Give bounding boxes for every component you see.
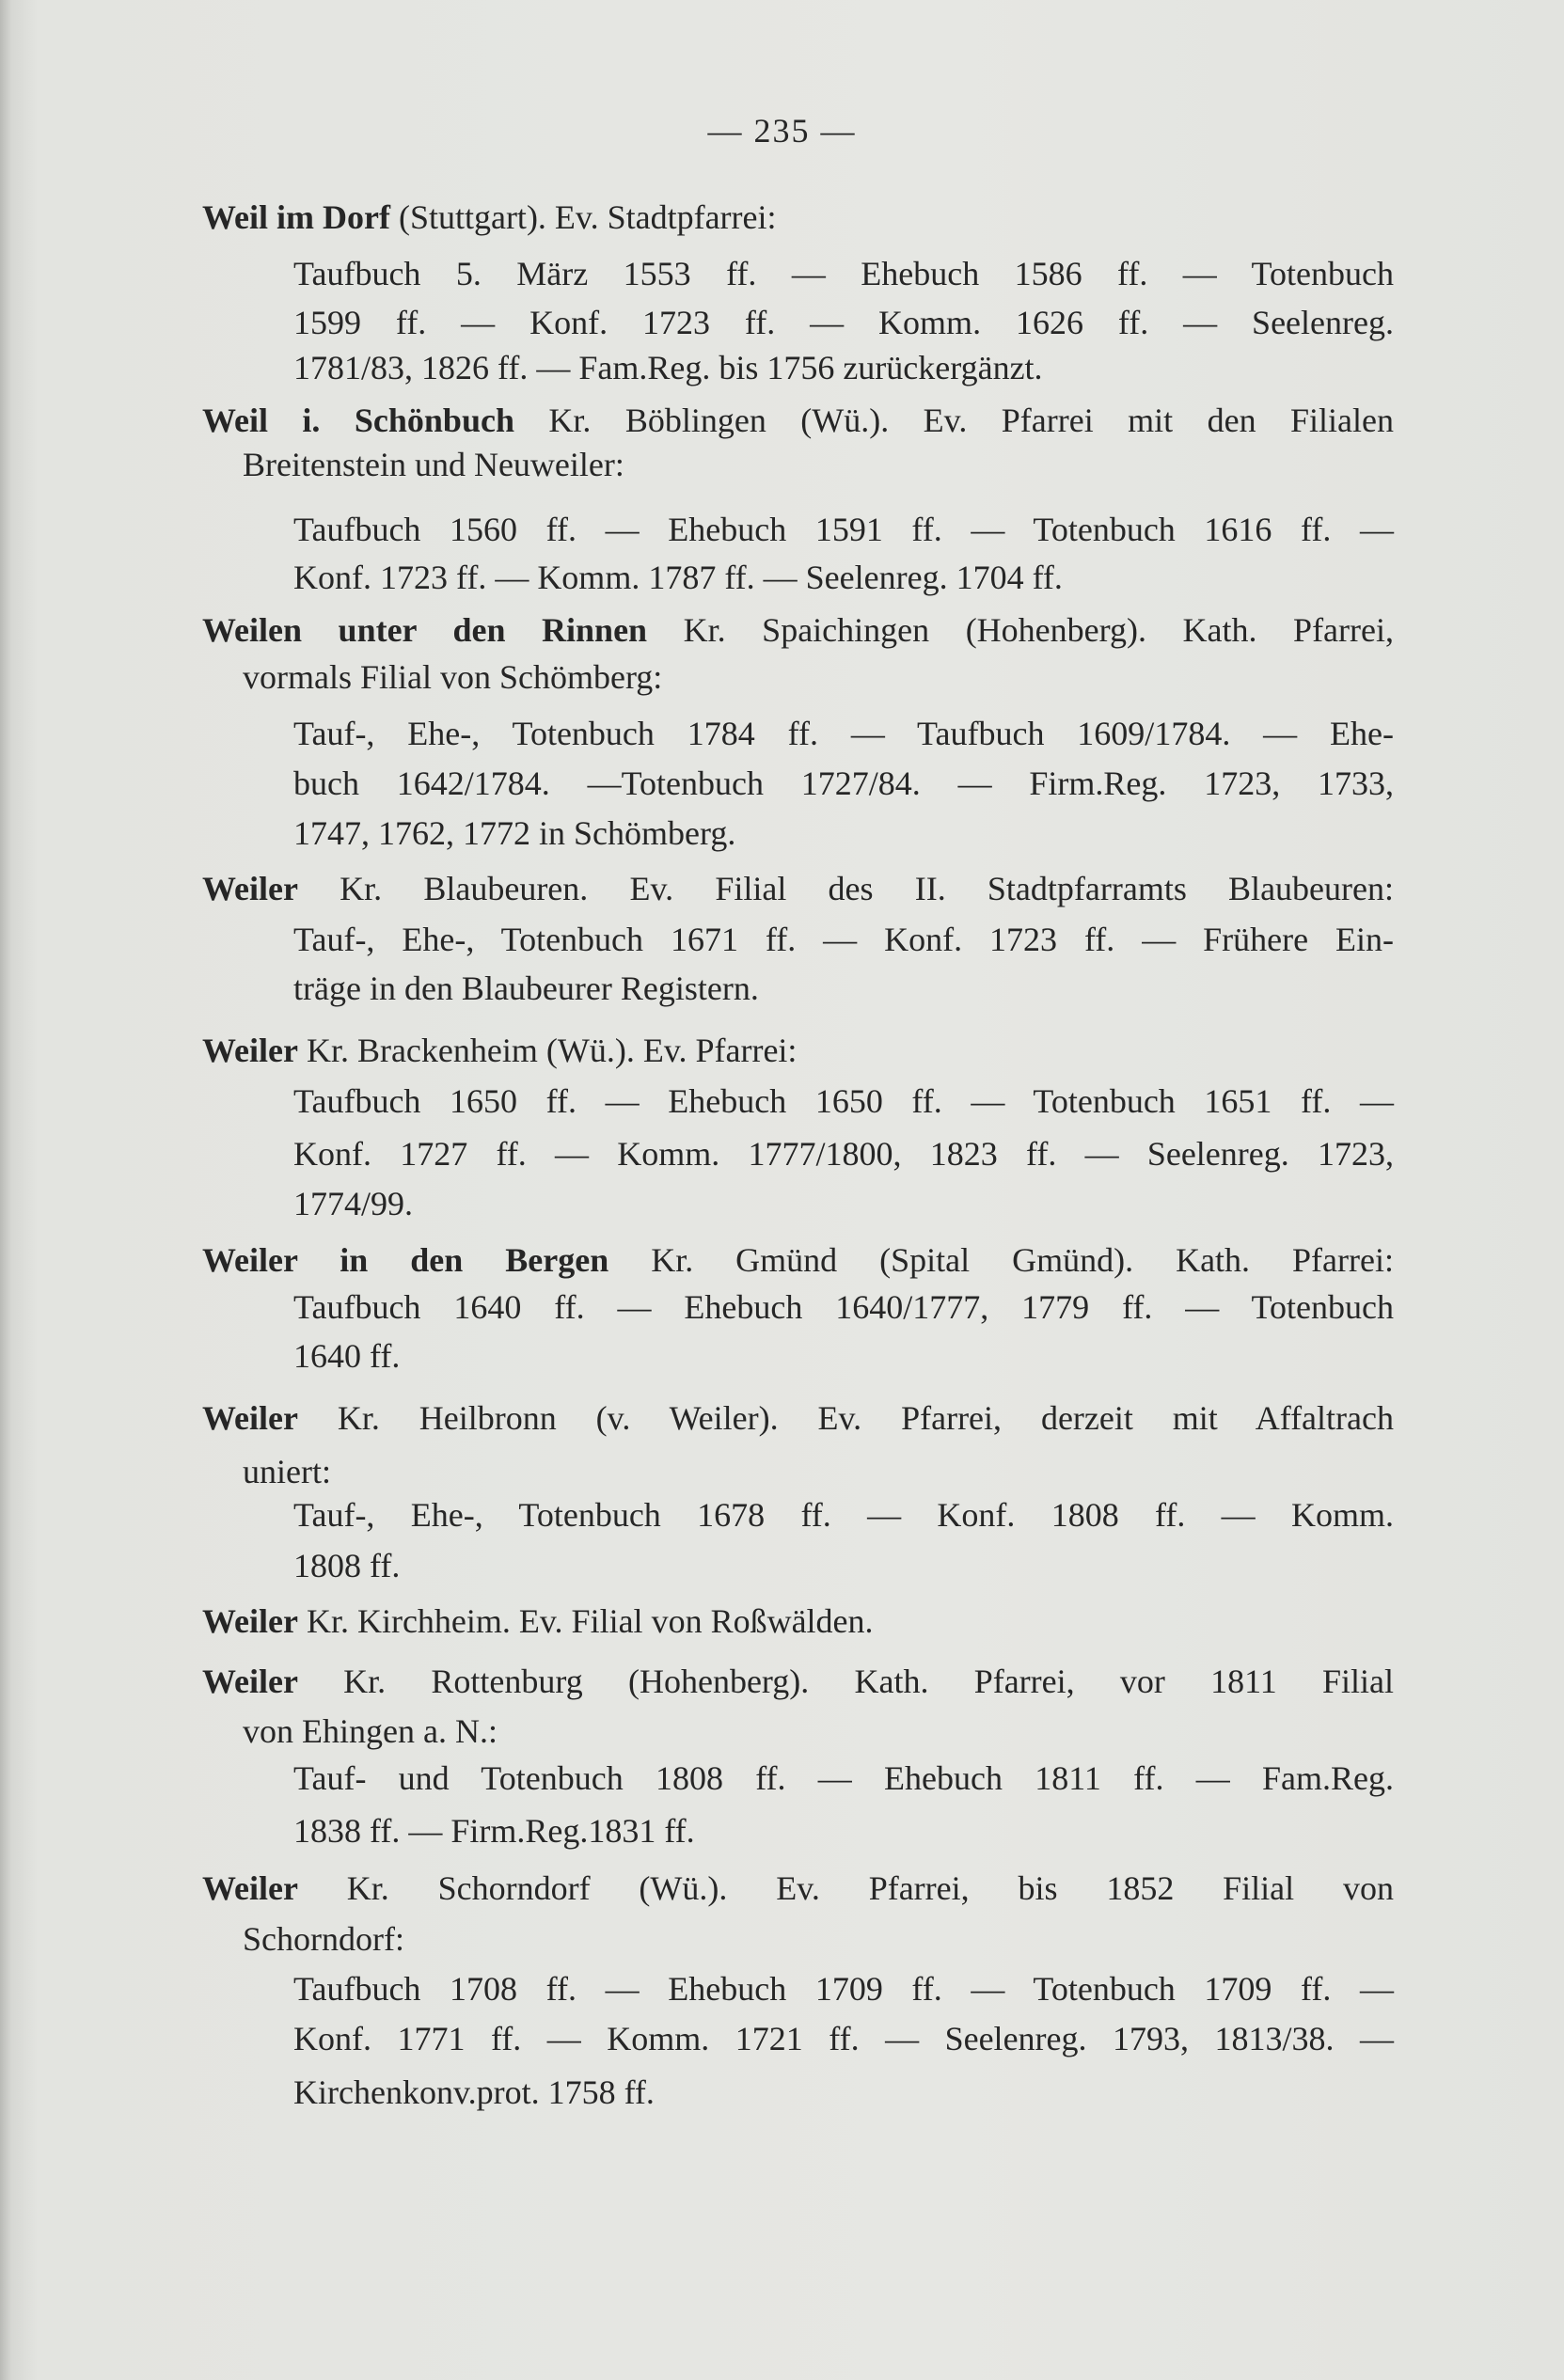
entry-text-line — [293, 253, 1394, 294]
entry-heading-line — [202, 400, 1394, 441]
entry-heading-line — [202, 1868, 1394, 1909]
place-name: Weiler — [202, 1602, 298, 1640]
entry-text-line — [243, 444, 624, 485]
entry-text-line — [293, 2018, 1394, 2059]
page-number: — 235 — — [707, 112, 857, 150]
entry-text: Kr. Spaichingen (Hohenberg). Kath. Pfarrei, — [647, 611, 1394, 649]
entry-text: träge in den Blaubeurer Registern. — [293, 969, 759, 1007]
entry-text-line — [293, 968, 759, 1009]
entry-text-line — [293, 509, 1394, 550]
entry-text-line — [293, 302, 1394, 343]
entry-heading-line — [202, 1600, 874, 1642]
entry-text: Kr. Rottenburg (Hohenberg). Kath. Pfarrei, vor 1811 Filial — [297, 1663, 1394, 1700]
place-name: Weil im Dorf — [202, 198, 390, 236]
place-name: Weil i. Schönbuch — [202, 402, 514, 439]
entry-text: Taufbuch 1560 ff. — Ehebuch 1591 ff. — Totenbuch 1616 ff. — — [293, 511, 1394, 548]
entry-text-line — [293, 1494, 1394, 1536]
entry-text-line — [293, 812, 735, 854]
entry-text: Kr. Schorndorf (Wü.). Ev. Pfarrei, bis 1852 Filial von — [297, 1869, 1394, 1907]
entry-text-line — [293, 1183, 413, 1224]
entry-text: vormals Filial von Schömberg: — [243, 658, 663, 696]
entry-text: 1599 ff. — Konf. 1723 ff. — Komm. 1626 ff. — Seelenreg. — [293, 304, 1394, 341]
entry-text: Schorndorf: — [243, 1920, 404, 1958]
entry-text: von Ehingen a. N.: — [243, 1712, 498, 1750]
entry-heading-line — [202, 1397, 1394, 1439]
entry-text: Tauf-, Ehe-, Totenbuch 1671 ff. — Konf. 1723 ff. — Frühere Ein- — [293, 921, 1394, 958]
entry-text: buch 1642/1784. —Totenbuch 1727/84. — Firm.Reg. 1723, 1733, — [293, 764, 1394, 802]
entry-text: Taufbuch 1650 ff. — Ehebuch 1650 ff. — Totenbuch 1651 ff. — — [293, 1082, 1394, 1120]
entry-text: (Stuttgart). Ev. Stadtpfarrei: — [389, 198, 777, 236]
entry-text: Kr. Blaubeuren. Ev. Filial des II. Stadtpfarramts Blaubeuren: — [297, 870, 1394, 907]
entry-heading-line — [202, 609, 1394, 651]
entry-text: uniert: — [243, 1453, 331, 1490]
place-name: Weiler — [202, 870, 298, 907]
entry-text: Kr. Kirchheim. Ev. Filial von Roßwälden. — [297, 1602, 874, 1640]
entry-text: Kirchenkonv.prot. 1758 ff. — [293, 2073, 655, 2111]
entry-text: 1747, 1762, 1772 in Schömberg. — [293, 814, 736, 852]
entry-heading-line — [202, 868, 1394, 909]
entry-text-line — [293, 347, 1043, 388]
entry-text-line — [293, 2072, 655, 2113]
entry-text-line — [293, 1080, 1394, 1122]
entry-text-line — [243, 656, 662, 698]
place-name: Weiler — [202, 1869, 298, 1907]
entry-text: Tauf-, Ehe-, Totenbuch 1678 ff. — Konf. 1808 ff. — Komm. — [293, 1496, 1394, 1534]
entry-text: Tauf- und Totenbuch 1808 ff. — Ehebuch 1811 ff. — Fam.Reg. — [293, 1759, 1394, 1797]
entry-text-line — [293, 557, 1063, 598]
entry-text-line — [293, 1335, 400, 1377]
entry-text: Tauf-, Ehe-, Totenbuch 1784 ff. — Taufbuch 1609/1784. — Ehe- — [293, 715, 1394, 752]
entry-text-line — [293, 1133, 1394, 1174]
entry-text-line — [293, 763, 1394, 804]
entry-text: Kr. Gmünd (Spital Gmünd). Kath. Pfarrei: — [608, 1241, 1394, 1279]
entry-text: Breitenstein und Neuweiler: — [243, 446, 624, 483]
entry-text: 1640 ff. — [293, 1337, 401, 1375]
entry-text: Kr. Böblingen (Wü.). Ev. Pfarrei mit den Filialen — [513, 402, 1394, 439]
entry-text-line — [293, 1757, 1394, 1799]
entry-text: Taufbuch 1708 ff. — Ehebuch 1709 ff. — Totenbuch 1709 ff. — — [293, 1970, 1394, 2008]
entry-text: Taufbuch 5. März 1553 ff. — Ehebuch 1586 ff. — Totenbuch — [293, 255, 1394, 292]
entry-text: Konf. 1727 ff. — Komm. 1777/1800, 1823 ff. — Seelenreg. 1723, — [293, 1135, 1394, 1173]
place-name: Weiler in den Bergen — [202, 1241, 609, 1279]
entry-text-line — [243, 1918, 404, 1960]
place-name: Weilen unter den Rinnen — [202, 611, 648, 649]
entry-text-line — [293, 1968, 1394, 2010]
entry-text-line — [243, 1710, 498, 1752]
entry-text: Konf. 1723 ff. — Komm. 1787 ff. — Seelenreg. 1704 ff. — [293, 559, 1063, 596]
entry-text: 1808 ff. — [293, 1547, 401, 1584]
entry-text: 1781/83, 1826 ff. — Fam.Reg. bis 1756 zurückergänzt. — [293, 349, 1043, 386]
entry-text: Kr. Heilbronn (v. Weiler). Ev. Pfarrei, derzeit mit Affaltrach — [297, 1399, 1394, 1437]
entry-text-line — [293, 713, 1394, 754]
entry-text-line — [293, 1810, 695, 1852]
entry-heading-line — [202, 1030, 797, 1071]
entry-text: Konf. 1771 ff. — Komm. 1721 ff. — Seelenreg. 1793, 1813/38. — — [293, 2020, 1394, 2057]
entry-text-line — [293, 919, 1394, 960]
entry-text: 1774/99. — [293, 1185, 414, 1222]
entry-text-line — [293, 1286, 1394, 1328]
entry-text: 1838 ff. — Firm.Reg.1831 ff. — [293, 1812, 695, 1850]
entry-heading-line — [202, 1661, 1394, 1702]
entry-text: Taufbuch 1640 ff. — Ehebuch 1640/1777, 1779 ff. — Totenbuch — [293, 1288, 1394, 1326]
entry-text-line — [243, 1451, 331, 1492]
entry-text: Kr. Brackenheim (Wü.). Ev. Pfarrei: — [297, 1032, 798, 1069]
entry-heading-line — [202, 197, 777, 238]
place-name: Weiler — [202, 1399, 298, 1437]
entry-text-line — [293, 1545, 400, 1586]
place-name: Weiler — [202, 1663, 298, 1700]
entry-heading-line — [202, 1239, 1394, 1281]
place-name: Weiler — [202, 1032, 298, 1069]
